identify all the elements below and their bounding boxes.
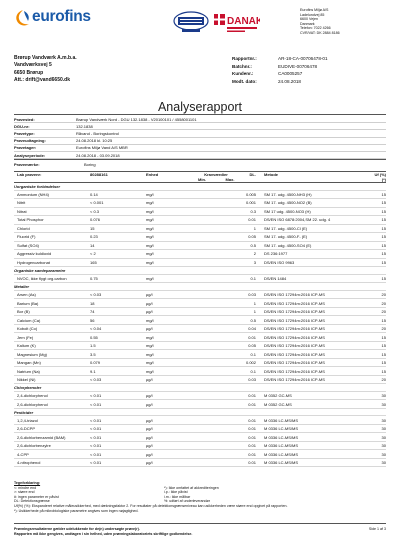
eurofins-logo <box>14 8 94 30</box>
result-value: 0.079 <box>90 360 101 366</box>
page-number: Side 1 af 3 <box>368 527 386 531</box>
table-row <box>14 433 386 442</box>
uncertainty: 15 <box>381 200 386 206</box>
uncertainty: 15 <box>381 317 386 323</box>
parameter-name: 4-CPP <box>17 451 29 457</box>
parameter-name: Kalium (K) <box>17 343 36 349</box>
legend-item: DL: Detektionsgrænse <box>14 499 50 504</box>
customer-line: Brørup Vandværk A.m.b.a. <box>14 55 77 61</box>
detection-limit: 0.01 <box>248 451 256 457</box>
uncertainty-note: Uf(%) (%): Ekspanderet relative måleusikkerhed, med dækningsfaktor 2. For resultater på detektionsgrænseniveau kan usikkerheden være større end opgivet på rapporten. <box>14 503 288 508</box>
result-value: < 0.01 <box>90 443 102 449</box>
uncertainty: 15 <box>381 225 386 231</box>
unit: µg/l <box>146 326 153 332</box>
table-row <box>14 225 386 234</box>
unit: mg/l <box>146 208 154 214</box>
uncertainty: 15 <box>381 217 386 223</box>
result-value: 0.75 <box>90 275 98 281</box>
method: M 0352 GC-MS <box>264 393 292 399</box>
detection-limit: 0.03 <box>248 292 256 298</box>
sample-mark <box>14 162 386 167</box>
sample-info-value: 24.08.2018 - 03.09.2018 <box>76 152 120 158</box>
lab-address-line: Eurofins Miljø A/S <box>300 8 329 12</box>
danak-logo <box>214 10 260 34</box>
uncertainty: 30 <box>381 460 386 466</box>
parameter-name: Total Phosphor <box>17 217 44 223</box>
parameter-name: Magnesium (Mg) <box>17 351 48 357</box>
detection-limit: 0.05 <box>248 343 256 349</box>
method: M 0336 LC-MS/MS <box>264 434 299 440</box>
method: DS/EN ISO 17294m:2016 ICP-MS <box>264 309 325 315</box>
method: SM 17 udg. 4500-NO3 (H) <box>264 208 311 214</box>
method: M 0352 GC-MS <box>264 401 292 407</box>
detection-limit: 0.01 <box>248 434 256 440</box>
sample-info-label: DGU-nr: <box>14 123 30 129</box>
detection-limit: 3 <box>253 259 256 265</box>
report-meta-value: 24.08.2018 <box>278 78 301 84</box>
sample-info-value: 132.1838 <box>76 123 93 129</box>
table-row <box>14 425 386 434</box>
legend-item: %: udført af underleverandør <box>164 499 210 504</box>
report-meta-label: Kundenr.: <box>232 71 254 77</box>
table-row <box>14 325 386 334</box>
unit: mg/l <box>146 242 154 248</box>
unit: mg/l <box>146 191 154 197</box>
parameter-name: Barium (Ba) <box>17 300 39 306</box>
method: M 0336 LC-MS/MS <box>264 417 299 423</box>
uncertainty: 15 <box>381 351 386 357</box>
sample-info-value: Råvand - Boringskontrol <box>76 130 119 136</box>
detection-limit: 0.01 <box>248 417 256 423</box>
table-row <box>14 275 386 284</box>
eurofins-logo-text: eurofins <box>32 8 91 25</box>
table-row <box>14 259 386 268</box>
table-row <box>14 216 386 225</box>
table-section-title: Organiske samleparametre <box>14 267 386 275</box>
unit: µg/l <box>146 401 153 407</box>
table-row <box>14 367 386 376</box>
uncertainty: 15 <box>381 259 386 265</box>
detection-limit: 0.1 <box>250 368 256 374</box>
parameter-name: Arsen (As) <box>17 292 36 298</box>
header-max: Max. <box>225 177 235 182</box>
results-table <box>14 171 386 467</box>
uncertainty: 15 <box>381 360 386 366</box>
parameter-name: NVOC, ikke flygt org.carbon <box>17 275 67 281</box>
parameter-name: Sulfat (SO4) <box>17 242 40 248</box>
detection-limit: 0.01 <box>248 460 256 466</box>
method: M 0336 LC-MS/MS <box>264 443 299 449</box>
sample-info-label: Prøveudtagning: <box>14 138 46 144</box>
legend-item: <: mindre end <box>14 485 37 490</box>
lab-address-line: 6600 Vejen <box>300 17 318 22</box>
detection-limit: 0.1 <box>250 351 256 357</box>
uncertainty: 15 <box>381 191 386 197</box>
detection-limit: 0.04 <box>248 326 256 332</box>
svg-text:DANAK: DANAK <box>227 16 260 27</box>
table-row <box>14 233 386 242</box>
table-row <box>14 442 386 451</box>
unit: µg/l <box>146 417 153 423</box>
method: DS/EN ISO 17294m:2016 ICP-MS <box>264 377 325 383</box>
table-row <box>14 376 386 385</box>
detection-limit: 2 <box>253 251 256 257</box>
method: DS/EN ISO 17294m:2016 ICP-MS <box>264 368 325 374</box>
uncertainty: 15 <box>381 234 386 240</box>
report-meta-label: Rapportnr.: <box>232 56 257 61</box>
parameter-name: 2,6-DCPP <box>17 426 36 432</box>
parameter-name: Bor (B) <box>17 309 30 315</box>
uncertainty: 20 <box>381 300 386 306</box>
result-value: 0.23 <box>90 234 98 240</box>
detection-limit: 0.005 <box>245 191 256 197</box>
table-row <box>14 242 386 251</box>
lab-address <box>300 8 395 36</box>
parameter-name: 2,4-dichlorphenol <box>17 393 48 399</box>
legend-title: Tegnforklaring: <box>14 481 41 485</box>
unit: mg/l <box>146 200 154 206</box>
parameter-name: 1,2,4-triazol <box>17 417 38 423</box>
method: DS/EN ISO 6878:2004,SM 22. udg. 4 <box>264 217 331 223</box>
uncertainty: 15 <box>381 343 386 349</box>
sample-info-value: Eurofins Miljø Vand A/S MBR <box>76 145 128 151</box>
report-meta-row <box>232 78 392 86</box>
table-row <box>14 359 386 368</box>
result-value: < 0.3 <box>90 208 100 214</box>
parameter-name: Mangan (Mn) <box>17 360 41 366</box>
lab-address-line: Danmark <box>300 21 315 26</box>
unit: mg/l <box>146 259 154 265</box>
table-section-title: Uorganiske forbindelser <box>14 183 386 191</box>
report-meta-row <box>232 55 392 63</box>
unit: mg/l <box>146 251 154 257</box>
method: SM 17. udg. 4500-NO2 (B) <box>264 200 312 206</box>
detection-limit: 0.05 <box>248 234 256 240</box>
method: DS/EN ISO 17294m:2016 ICP-MS <box>264 351 325 357</box>
unit: mg/l <box>146 217 154 223</box>
unit: µg/l <box>146 443 153 449</box>
parameter-name: Nitrit <box>17 200 26 206</box>
report-meta-value: AR-18-CA-00706478-01 <box>278 56 328 61</box>
result-value: < 0.01 <box>90 393 102 399</box>
report-meta-label: Modt. dato: <box>232 78 257 84</box>
method: SM 17. udg. 4500-Cl (E) <box>264 225 308 231</box>
result-value: < 0.03 <box>90 377 102 383</box>
uncertainty: 20 <box>381 326 386 332</box>
legend-item: >: større end <box>14 490 35 495</box>
unit: µg/l <box>146 460 153 466</box>
lab-address-line: Ladelundvej 85 <box>300 12 325 17</box>
table-section-title: Pesticider <box>14 409 386 417</box>
header-sample-number: 80288161 <box>90 172 108 177</box>
sample-info-label: Prøvetager: <box>14 145 37 151</box>
sample-info-value: Brørup Vandværk Nord - DGU 132.1838 - V20100101 / 4558001101 <box>76 116 197 122</box>
parameter-name: Calcium (Ca) <box>17 317 41 323</box>
unit: mg/l <box>146 368 154 374</box>
legend-item: #: ingen parameter er påvist <box>14 494 59 499</box>
parameter-name: 2,6-dichlorphenol <box>17 401 48 407</box>
parameter-name: 2,6-dichlorbenzamid (BAM) <box>17 434 66 440</box>
table-row <box>14 342 386 351</box>
table-body <box>14 183 386 467</box>
divider <box>14 159 386 160</box>
report-meta-value: EUDIVE-00706478 <box>278 63 318 69</box>
header-method: Metode <box>264 172 278 177</box>
header-limits: Kravværdier <box>204 172 228 177</box>
customer-line: Att.: drift@vand6650.dk <box>14 77 70 84</box>
table-row <box>14 208 386 217</box>
divider <box>14 114 386 115</box>
ilac-mra-logo <box>172 10 210 34</box>
method: DS/EN ISO 9963 <box>264 259 295 265</box>
parameter-name: Kobolt (Co) <box>17 326 38 332</box>
detection-limit: 1 <box>253 309 256 315</box>
method: DS/EN ISO 17294m:2016 ICP-MS <box>264 292 325 298</box>
sample-info <box>14 116 386 159</box>
report-meta-row <box>232 63 392 71</box>
uncertainty: 20 <box>381 309 386 315</box>
unit: mg/l <box>146 234 154 240</box>
parameter-name: Hydrogencarbonat <box>17 259 50 265</box>
customer-line: 6650 Brørup <box>14 69 44 76</box>
unit: mg/l <box>146 275 154 281</box>
result-value: 56 <box>90 317 95 323</box>
footer-legend <box>14 481 386 513</box>
eurofins-logo-mark-icon <box>14 9 32 29</box>
report-meta-value: CA0005257 <box>278 71 303 77</box>
parameter-name: Aggressiv kuldioxid <box>17 251 52 257</box>
microbiology-note: *): Usikkerhede på mikrobiologiske parametre angives som ingen nøjagtighed. <box>14 508 139 513</box>
header-min: Min. <box>198 177 206 182</box>
sample-info-label: Prøvested: <box>14 116 35 122</box>
sample-mark-label: Prøvemærke: <box>14 162 40 167</box>
report-meta-row <box>232 70 392 78</box>
method: M 0336 LC-MS/MS <box>264 426 299 432</box>
table-row <box>14 199 386 208</box>
header-uf: Uf (%) <box>374 172 386 177</box>
parameter-name: Nikkel (Ni) <box>17 377 36 383</box>
result-value: < 0.01 <box>90 434 102 440</box>
detection-limit: 0.002 <box>245 360 256 366</box>
unit: mg/l <box>146 317 154 323</box>
parameter-name: Jern (Fe) <box>17 334 34 340</box>
uncertainty: 15 <box>381 275 386 281</box>
table-row <box>14 416 386 425</box>
unit: µg/l <box>146 434 153 440</box>
method: DS/EN ISO 17294m:2016 ICP-MS <box>264 300 325 306</box>
table-row <box>14 308 386 317</box>
sample-info-label: Prøvetype: <box>14 130 35 136</box>
header-lab-sample: Lab prøvenr: <box>17 172 42 177</box>
parameter-name: 2,6-dichlorbenzylre <box>17 443 51 449</box>
table-row <box>14 316 386 325</box>
customer-address <box>14 55 154 85</box>
parameter-name: Ammonium (NH4) <box>17 191 50 197</box>
page-title: Analyserapport <box>157 100 243 114</box>
disclaimer-text: Prøvningsresultaterne gælder udelukkende for de(n) undersøgte prøve(r). Rapporten må ikke gengives, undtagen i sin helhed, uden prøvningslaboratoriets skriftlige godkendelse. <box>14 527 193 536</box>
method: M 0336 LC-MS/MS <box>264 451 299 457</box>
unit: mg/l <box>146 360 154 366</box>
header-dl: DL. <box>249 172 256 177</box>
uncertainty: 30 <box>381 393 386 399</box>
detection-limit: 0.01 <box>248 443 256 449</box>
result-value: < 2 <box>90 251 96 257</box>
lab-address-line: CVR/VAT: DK 2884 8186 <box>300 30 340 35</box>
detection-limit: 1 <box>253 225 256 231</box>
table-row <box>14 191 386 200</box>
sample-info-label: Analyseperiode: <box>14 152 46 158</box>
method: DS/EN ISO 17294m:2016 ICP-MS <box>264 343 325 349</box>
detection-limit: 0.5 <box>250 317 256 323</box>
result-value: 9.1 <box>90 368 96 374</box>
uncertainty: 30 <box>381 443 386 449</box>
uncertainty: 30 <box>381 401 386 407</box>
result-value: < 0.03 <box>90 292 102 298</box>
unit: µg/l <box>146 292 153 298</box>
table-section-title: Metaller <box>14 283 386 291</box>
method: DS/EN ISO 17294m:2016 ICP-MS <box>264 326 325 332</box>
unit: mg/l <box>146 351 154 357</box>
table-row <box>14 350 386 359</box>
detection-limit: 1 <box>253 300 256 306</box>
uncertainty: 30 <box>381 417 386 423</box>
lab-address-line: Telefon: 7022 4266 <box>300 26 331 31</box>
result-value: 74 <box>90 309 95 315</box>
result-value: < 0.01 <box>90 460 102 466</box>
sample-info-row <box>14 138 386 145</box>
unit: mg/l <box>146 225 154 231</box>
result-value: 3.5 <box>90 351 96 357</box>
result-value: 15 <box>90 225 95 231</box>
sample-info-row <box>14 123 386 130</box>
detection-limit: 0.01 <box>248 217 256 223</box>
detection-limit: 0.3 <box>250 208 256 214</box>
result-value: 14 <box>90 242 95 248</box>
detection-limit: 0.01 <box>248 334 256 340</box>
legend-item: i.m.: ikke målbar <box>164 494 191 499</box>
uncertainty: 30 <box>381 451 386 457</box>
table-row <box>14 299 386 308</box>
sample-info-row <box>14 116 386 123</box>
parameter-name: Natrium (Na) <box>17 368 40 374</box>
detection-limit: 0.03 <box>248 377 256 383</box>
sample-info-row <box>14 145 386 152</box>
detection-limit: 0.1 <box>250 275 256 281</box>
parameter-name: 4-nitrophenol <box>17 460 41 466</box>
table-row <box>14 333 386 342</box>
sample-mark-value: Boring <box>84 162 96 167</box>
method: M 0336 LC-MS/MS <box>264 460 299 466</box>
method: SM 17. udg. 4500-F- (E) <box>264 234 308 240</box>
result-value: < 0.01 <box>90 426 102 432</box>
unit: µg/l <box>146 309 153 315</box>
legend-item: *): Ikke omfattet af akkrediteringen <box>164 485 219 490</box>
detection-limit: 0.001 <box>245 200 256 206</box>
report-meta-label: Batchnr.: <box>232 63 252 69</box>
method: SM 17. udg. 4500-NH3 (H) <box>264 191 312 197</box>
detection-limit: 0.01 <box>248 401 256 407</box>
unit: µg/l <box>146 393 153 399</box>
uncertainty: 15 <box>381 208 386 214</box>
table-row <box>14 400 386 409</box>
table-section-title: Chlorphenoler <box>14 384 386 392</box>
uncertainty: 15 <box>381 368 386 374</box>
result-value: 1.5 <box>90 343 96 349</box>
uncertainty: 30 <box>381 426 386 432</box>
sample-info-value: 24.08.2018 kl. 10:25 <box>76 138 113 144</box>
detection-limit: 0.5 <box>250 242 256 248</box>
table-row <box>14 392 386 401</box>
method: DS/EN 1484 <box>264 275 287 281</box>
table-row <box>14 459 386 468</box>
method: DS/EN ISO 17294m:2016 ICP-MS <box>264 317 325 323</box>
result-value: 165 <box>90 259 97 265</box>
header-uf-note: (*) <box>381 177 386 182</box>
legend-item: i.p.: ikke påvist <box>164 490 188 495</box>
header-unit: Enhed <box>146 172 159 177</box>
unit: µg/l <box>146 451 153 457</box>
sample-info-row <box>14 130 386 137</box>
result-value: < 0.001 <box>90 200 104 206</box>
method: SM 17. udg. 4500-SO4 (E) <box>264 242 312 248</box>
method: DS/EN ISO 17294m:2016 ICP-MS <box>264 360 325 366</box>
parameter-name: Fluorid (F) <box>17 234 36 240</box>
parameter-name: Nitrat <box>17 208 27 214</box>
method: DS/EN ISO 17294m:2016 ICP-MS <box>264 334 325 340</box>
uncertainty: 15 <box>381 334 386 340</box>
unit: mg/l <box>146 334 154 340</box>
method: DS 236:1977 <box>264 251 288 257</box>
table-row <box>14 250 386 259</box>
uncertainty: 15 <box>381 242 386 248</box>
unit: µg/l <box>146 300 153 306</box>
page-footer <box>14 527 386 536</box>
detection-limit: 0.01 <box>248 426 256 432</box>
result-value: 0.14 <box>90 191 98 197</box>
divider <box>14 523 386 524</box>
unit: µg/l <box>146 426 153 432</box>
detection-limit: 0.01 <box>248 393 256 399</box>
result-value: < 0.04 <box>90 326 102 332</box>
uncertainty: 30 <box>381 434 386 440</box>
result-value: < 0.01 <box>90 401 102 407</box>
result-value: 0.076 <box>90 217 101 223</box>
result-value: < 0.01 <box>90 417 102 423</box>
table-row <box>14 291 386 300</box>
table-row <box>14 450 386 459</box>
result-value: 18 <box>90 300 95 306</box>
uncertainty: 20 <box>381 292 386 298</box>
parameter-name: Chlorid <box>17 225 30 231</box>
uncertainty: 20 <box>381 377 386 383</box>
result-value: < 0.01 <box>90 451 102 457</box>
result-value: 0.55 <box>90 334 98 340</box>
uncertainty: 15 <box>381 251 386 257</box>
unit: µg/l <box>146 377 153 383</box>
customer-line: Vandværksvej 5 <box>14 62 52 69</box>
unit: mg/l <box>146 343 154 349</box>
report-meta <box>232 55 392 85</box>
